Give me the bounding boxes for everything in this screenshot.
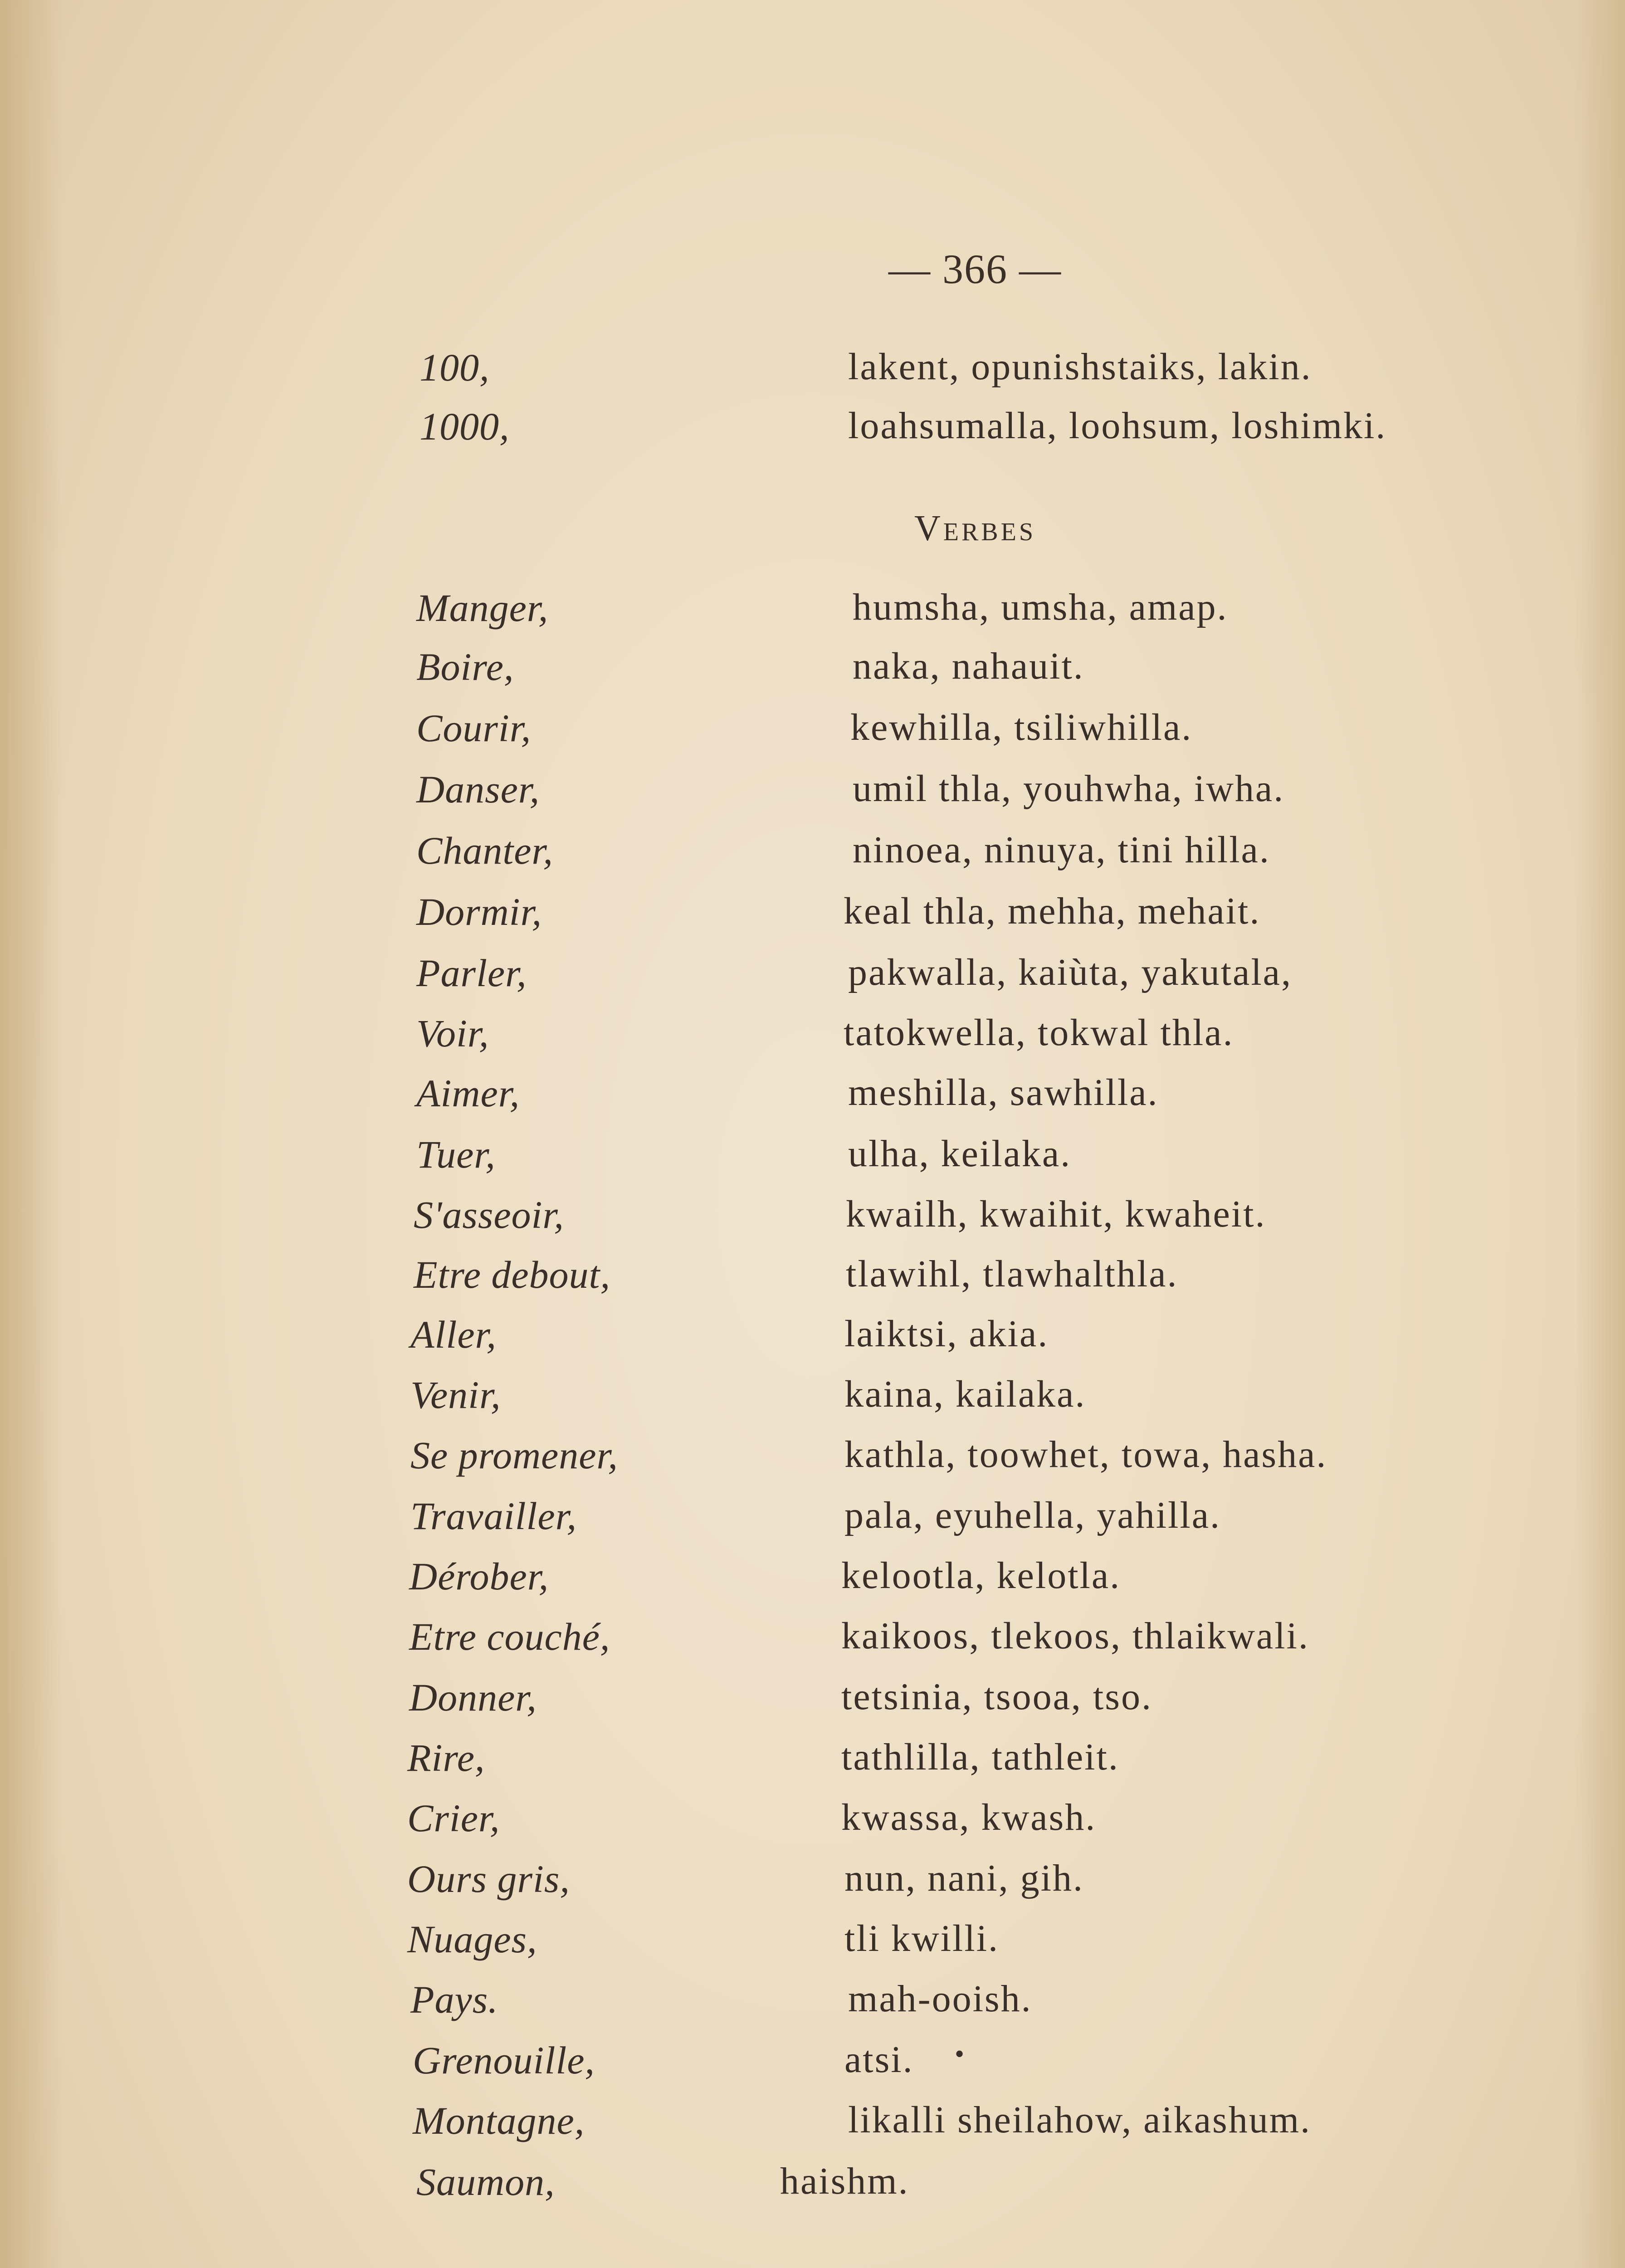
native-gloss: kelootla, kelotla. <box>841 1554 1121 1597</box>
french-term: Manger, <box>416 586 549 630</box>
native-gloss: naka, nahauit. <box>853 645 1084 687</box>
vocab-row <box>0 585 1625 644</box>
french-term: 1000, <box>420 405 510 448</box>
french-term: Montagne, <box>413 2099 585 2142</box>
vocab-row <box>0 889 1625 948</box>
native-gloss: tatokwella, tokwal thla. <box>844 1012 1234 1054</box>
vocab-row <box>0 1675 1625 1734</box>
vocab-row <box>0 1132 1625 1191</box>
native-gloss: ulha, keilaka. <box>848 1133 1072 1175</box>
native-gloss: tlawihl, tlawhalthla. <box>846 1253 1178 1295</box>
native-gloss: humsha, umsha, amap. <box>853 586 1228 628</box>
french-term: Saumon, <box>416 2160 555 2204</box>
native-gloss: kaikoos, tlekoos, thlaikwali. <box>841 1615 1309 1657</box>
french-term: Venir, <box>410 1373 501 1417</box>
native-gloss: likalli sheilahow, aikashum. <box>848 2099 1312 2141</box>
french-term: Etre debout, <box>414 1253 610 1296</box>
french-term: S'asseoir, <box>414 1193 564 1237</box>
french-term: Aimer, <box>416 1071 520 1115</box>
vocab-row <box>0 767 1625 826</box>
french-term: Tuer, <box>416 1133 496 1176</box>
vocab-row <box>0 1795 1625 1854</box>
vocab-row <box>0 1735 1625 1794</box>
french-term: Se promener, <box>410 1433 618 1477</box>
native-gloss: atsi. <box>844 2038 914 2081</box>
native-gloss: tetsinia, tsooa, tso. <box>841 1676 1152 1718</box>
french-term: Crier, <box>407 1796 500 1840</box>
native-gloss: tli kwilli. <box>844 1917 1000 1960</box>
vocab-row <box>0 345 1625 404</box>
vocab-row <box>0 705 1625 764</box>
vocab-row <box>0 1312 1625 1371</box>
vocab-row <box>0 2098 1625 2157</box>
vocab-row <box>0 404 1625 463</box>
native-gloss: ninoea, ninuya, tini hilla. <box>853 829 1270 871</box>
bullet-mark: • <box>955 2039 966 2069</box>
vocab-row <box>0 1554 1625 1613</box>
page-number: — 366 — <box>888 246 1062 292</box>
native-gloss: kwassa, kwash. <box>841 1796 1097 1838</box>
vocab-row <box>0 1070 1625 1129</box>
native-gloss: kwailh, kwaihit, kwaheit. <box>846 1193 1266 1235</box>
vocab-row <box>0 2159 1625 2218</box>
vocab-row <box>0 1614 1625 1673</box>
native-gloss: pakwalla, kaiùta, yakutala, <box>848 951 1292 993</box>
french-term: Nuages, <box>407 1917 537 1961</box>
french-term: Etre couché, <box>409 1615 610 1658</box>
vocab-row <box>0 1916 1625 1975</box>
vocab-row <box>0 1493 1625 1552</box>
french-term: Rire, <box>407 1736 485 1779</box>
vocab-row <box>0 1372 1625 1431</box>
vocab-row <box>0 828 1625 887</box>
french-term: Donner, <box>409 1676 537 1719</box>
french-term: Grenouille, <box>413 2038 595 2082</box>
native-gloss: keal thla, mehha, mehait. <box>844 890 1261 932</box>
french-term: Dormir, <box>416 890 542 934</box>
french-term: Danser, <box>416 767 540 811</box>
french-term: Parler, <box>416 951 527 995</box>
vocab-row <box>0 1011 1625 1070</box>
french-term: Travailler, <box>410 1494 577 1538</box>
native-gloss: laiktsi, akia. <box>844 1313 1049 1355</box>
vocab-row <box>0 1432 1625 1491</box>
native-gloss: tathlilla, tathleit. <box>841 1736 1119 1778</box>
french-term: Ours gris, <box>407 1857 570 1901</box>
section-heading-verbes: Verbes <box>914 508 1036 548</box>
french-term: Boire, <box>416 645 514 689</box>
native-gloss: mah-ooish. <box>848 1978 1032 2020</box>
native-gloss: lakent, opunishstaiks, lakin. <box>848 346 1312 388</box>
french-term: Chanter, <box>416 829 553 872</box>
french-term: Pays. <box>410 1978 498 2021</box>
vocab-row <box>0 950 1625 1009</box>
french-term: Aller, <box>410 1313 497 1356</box>
native-gloss: kaina, kailaka. <box>844 1373 1086 1415</box>
vocab-row <box>0 644 1625 703</box>
french-term: Courir, <box>416 706 532 750</box>
native-gloss: kathla, toowhet, towa, hasha. <box>844 1433 1327 1476</box>
native-gloss: loahsumalla, loohsum, loshimki. <box>848 405 1387 447</box>
native-gloss: pala, eyuhella, yahilla. <box>844 1494 1221 1536</box>
vocab-row <box>0 1977 1625 2036</box>
vocab-row <box>0 1192 1625 1251</box>
native-gloss: nun, nani, gih. <box>844 1857 1084 1899</box>
native-gloss: haishm. <box>780 2160 909 2202</box>
vocab-row <box>0 2038 1625 2097</box>
native-gloss: meshilla, sawhilla. <box>848 1071 1159 1114</box>
native-gloss: umil thla, youhwha, iwha. <box>853 767 1285 810</box>
french-term: 100, <box>420 346 490 389</box>
french-term: Dérober, <box>409 1554 549 1598</box>
native-gloss: kewhilla, tsiliwhilla. <box>850 706 1193 748</box>
vocab-row <box>0 1856 1625 1915</box>
french-term: Voir, <box>416 1012 489 1055</box>
vocab-row <box>0 1252 1625 1311</box>
